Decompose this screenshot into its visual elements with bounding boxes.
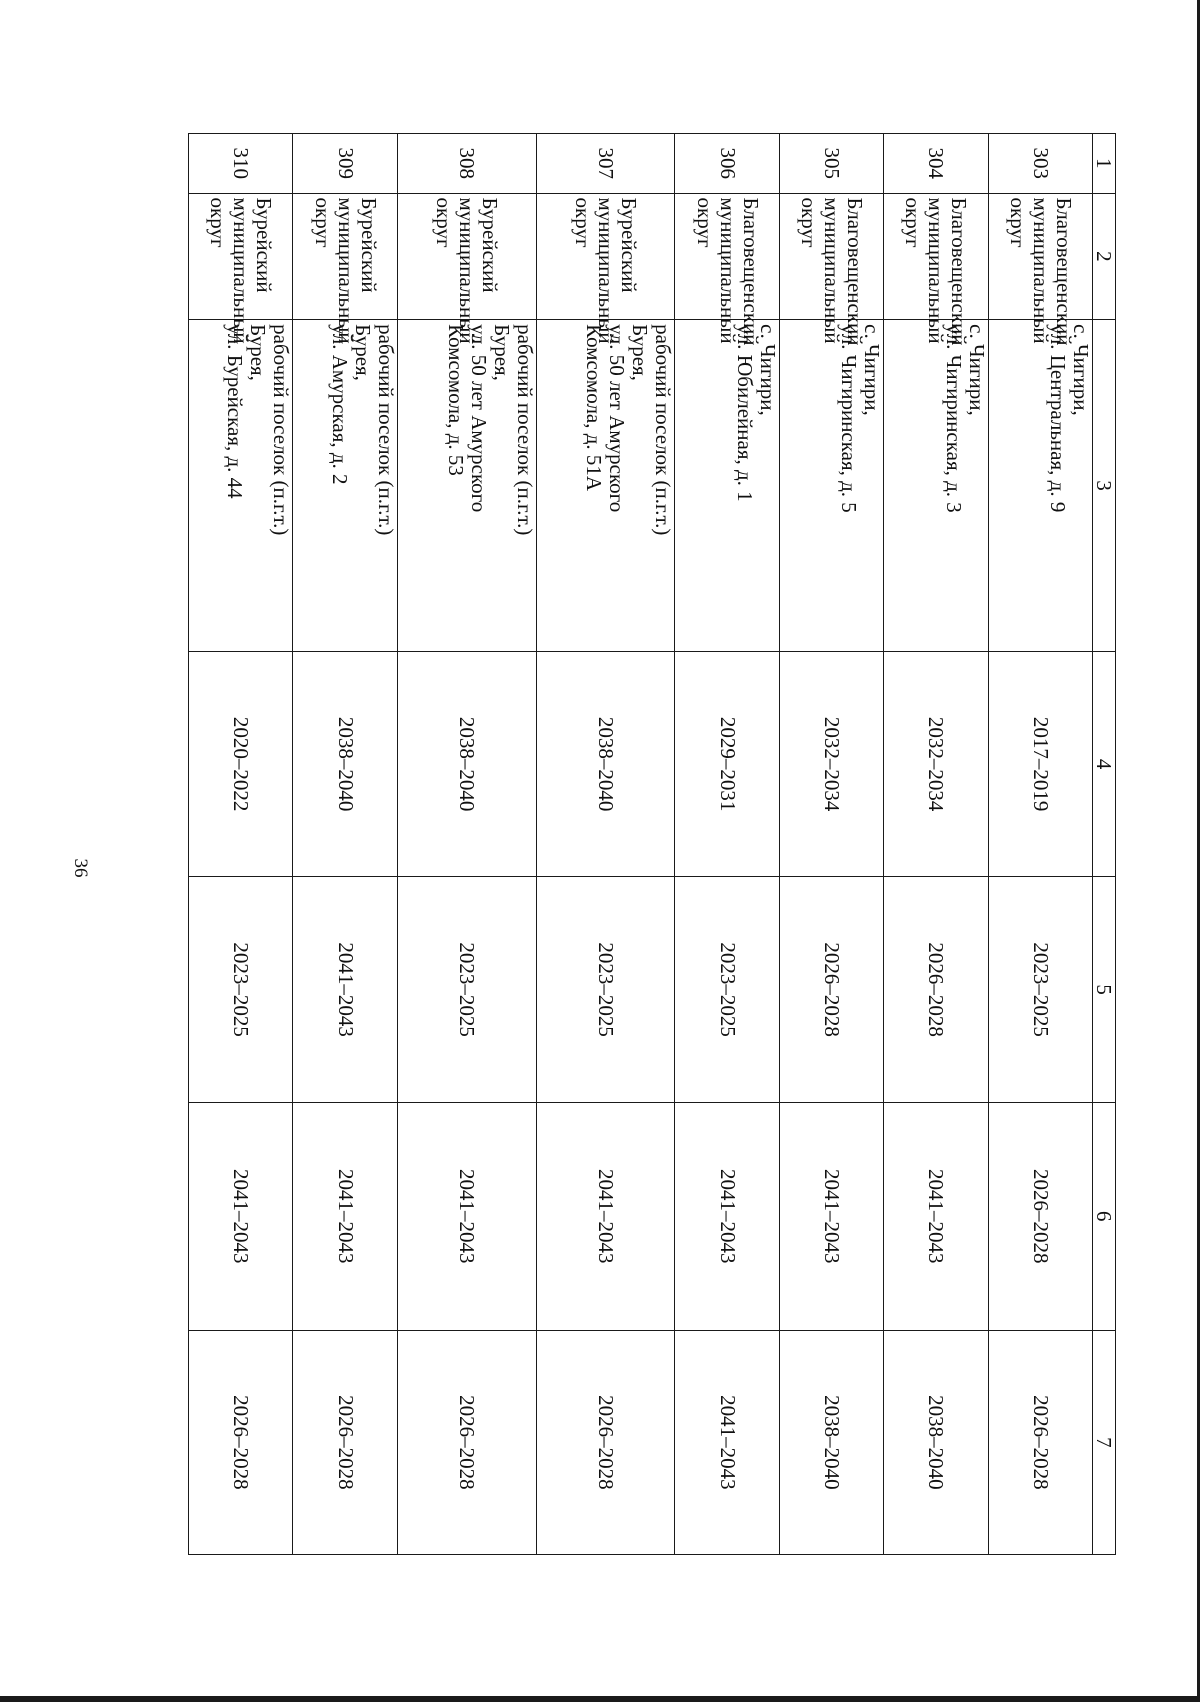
district-line: муниципальный bbox=[333, 197, 358, 344]
row-number-cell: 308 bbox=[397, 134, 536, 194]
district-cell bbox=[884, 193, 988, 346]
district-cell bbox=[536, 193, 675, 344]
address-cell bbox=[293, 320, 397, 652]
district-line: Бурейский bbox=[252, 197, 277, 293]
column-header: 2 bbox=[1093, 193, 1116, 320]
period-cell-c5: 2023–2025 bbox=[675, 877, 779, 1102]
period-cell-c7: 2038–2040 bbox=[779, 1330, 883, 1554]
column-header: 4 bbox=[1093, 651, 1116, 876]
district-line: округ bbox=[901, 197, 926, 248]
period-cell-c5: 2026–2028 bbox=[884, 877, 988, 1102]
period-cell-c7: 2026–2028 bbox=[293, 1330, 397, 1554]
address-line: рабочий поселок (п.г.т.) bbox=[651, 324, 676, 536]
address-line: с. Чигири, bbox=[1069, 324, 1093, 416]
address-line: рабочий поселок (п.г.т.) bbox=[373, 324, 398, 536]
address-line: Комсомола, д. 51А bbox=[582, 324, 607, 492]
address-line: Бурея, bbox=[628, 324, 653, 381]
district-line: округ bbox=[432, 197, 457, 248]
district-line: муниципальный bbox=[819, 197, 844, 344]
period-cell-c5: 2026–2028 bbox=[779, 877, 883, 1102]
district-line: Благовещенский bbox=[1051, 197, 1076, 346]
period-cell-c7: 2026–2028 bbox=[536, 1330, 675, 1554]
row-number-cell: 307 bbox=[536, 134, 675, 194]
address-line: ул. Чигиринская, д. 5 bbox=[837, 324, 862, 513]
district-cell bbox=[293, 193, 397, 344]
column-header: 1 bbox=[1093, 134, 1116, 194]
scan-edge-bottom bbox=[0, 1696, 1200, 1702]
table-row bbox=[779, 134, 883, 1555]
district-line: округ bbox=[796, 197, 821, 248]
district-line: округ bbox=[1005, 197, 1030, 248]
table-row bbox=[675, 134, 779, 1555]
period-cell-c5: 2023–2025 bbox=[536, 877, 675, 1102]
district-line: Благовещенский bbox=[738, 197, 763, 346]
district-line: Бурейский bbox=[478, 197, 503, 293]
period-cell-c4: 2032–2034 bbox=[884, 651, 988, 876]
header-row bbox=[1093, 134, 1116, 1555]
address-line: Бурея, bbox=[489, 324, 514, 381]
period-cell-c5: 2041–2043 bbox=[293, 877, 397, 1102]
district-line: муниципальный bbox=[1028, 197, 1053, 344]
address-cell bbox=[884, 320, 988, 652]
period-cell-c6: 2041–2043 bbox=[675, 1102, 779, 1330]
period-cell-c4: 2029–2031 bbox=[675, 651, 779, 876]
repair-schedule-table bbox=[188, 133, 1116, 1555]
row-number-cell: 306 bbox=[675, 134, 779, 194]
address-cell bbox=[988, 320, 1092, 652]
district-line: округ bbox=[206, 197, 231, 248]
district-line: муниципальный bbox=[593, 197, 618, 344]
period-cell-c7: 2026–2028 bbox=[189, 1330, 293, 1554]
period-cell-c4: 2038–2040 bbox=[293, 651, 397, 876]
column-header: 7 bbox=[1093, 1330, 1116, 1554]
period-cell-c4: 2020–2022 bbox=[189, 651, 293, 876]
period-cell-c7: 2038–2040 bbox=[884, 1330, 988, 1554]
period-cell-c4: 2032–2034 bbox=[779, 651, 883, 876]
page-number: 36 bbox=[70, 858, 91, 878]
address-cell bbox=[397, 320, 536, 652]
row-number-cell: 303 bbox=[988, 134, 1092, 194]
address-line: ул. Чигиринская, д. 3 bbox=[941, 324, 966, 513]
district-line: Благовещенский bbox=[947, 197, 972, 346]
period-cell-c5: 2023–2025 bbox=[189, 877, 293, 1102]
period-cell-c6: 2026–2028 bbox=[988, 1102, 1092, 1330]
district-line: Бурейский bbox=[356, 197, 381, 293]
district-line: муниципальный bbox=[924, 197, 949, 344]
period-cell-c4: 2038–2040 bbox=[397, 651, 536, 876]
table-row bbox=[397, 134, 536, 1555]
address-line: с. Чигири, bbox=[755, 324, 780, 416]
district-cell bbox=[779, 193, 883, 346]
address-line: Бурея, bbox=[246, 324, 271, 381]
period-cell-c6: 2041–2043 bbox=[536, 1102, 675, 1330]
address-line: рабочий поселок (п.г.т.) bbox=[512, 324, 537, 536]
period-cell-c7: 2041–2043 bbox=[675, 1330, 779, 1554]
district-line: округ bbox=[570, 197, 595, 248]
address-line: с. Чигири, bbox=[860, 324, 885, 416]
district-cell bbox=[988, 193, 1092, 346]
district-line: Бурейский bbox=[616, 197, 641, 293]
address-line: с. Чигири, bbox=[964, 324, 989, 416]
address-line: ул. Бурейская, д. 44 bbox=[223, 324, 248, 499]
period-cell-c7: 2026–2028 bbox=[988, 1330, 1092, 1554]
row-number-cell: 305 bbox=[779, 134, 883, 194]
period-cell-c5: 2023–2025 bbox=[988, 877, 1092, 1102]
district-line: округ bbox=[692, 197, 717, 248]
address-line: Комсомола, д. 53 bbox=[443, 324, 468, 476]
row-number-cell: 310 bbox=[189, 134, 293, 194]
period-cell-c5: 2023–2025 bbox=[397, 877, 536, 1102]
column-header: 6 bbox=[1093, 1102, 1116, 1330]
table-row bbox=[988, 134, 1092, 1555]
address-cell bbox=[536, 320, 675, 652]
district-cell bbox=[675, 193, 779, 346]
period-cell-c4: 2038–2040 bbox=[536, 651, 675, 876]
period-cell-c4: 2017–2019 bbox=[988, 651, 1092, 876]
address-line: ул. Амурская, д. 2 bbox=[327, 324, 352, 485]
period-cell-c7: 2026–2028 bbox=[397, 1330, 536, 1554]
address-cell bbox=[189, 320, 293, 652]
table-row bbox=[884, 134, 988, 1555]
address-cell bbox=[675, 320, 779, 652]
address-line: ул. 50 лет Амурского bbox=[466, 324, 491, 513]
address-line: ул. 50 лет Амурского bbox=[605, 324, 630, 513]
address-line: ул. Юбилейная, д. 1 bbox=[732, 324, 757, 502]
column-header: 5 bbox=[1093, 877, 1116, 1102]
period-cell-c6: 2041–2043 bbox=[884, 1102, 988, 1330]
district-cell bbox=[397, 193, 536, 344]
column-header: 3 bbox=[1093, 320, 1116, 652]
period-cell-c6: 2041–2043 bbox=[189, 1102, 293, 1330]
district-line: муниципальный bbox=[715, 197, 740, 344]
district-line: Благовещенский bbox=[842, 197, 867, 346]
address-line: рабочий поселок (п.г.т.) bbox=[269, 324, 294, 536]
table-row bbox=[189, 134, 293, 1555]
table-row bbox=[293, 134, 397, 1555]
address-line: ул. Центральная, д. 9 bbox=[1046, 324, 1070, 513]
period-cell-c6: 2041–2043 bbox=[397, 1102, 536, 1330]
row-number-cell: 304 bbox=[884, 134, 988, 194]
district-line: муниципальный bbox=[229, 197, 254, 344]
row-number-cell: 309 bbox=[293, 134, 397, 194]
period-cell-c6: 2041–2043 bbox=[779, 1102, 883, 1330]
table-row bbox=[536, 134, 675, 1555]
district-cell bbox=[189, 193, 293, 344]
district-line: округ bbox=[310, 197, 335, 248]
address-line: Бурея, bbox=[350, 324, 375, 381]
period-cell-c6: 2041–2043 bbox=[293, 1102, 397, 1330]
address-cell bbox=[779, 320, 883, 652]
district-line: муниципальный bbox=[455, 197, 480, 344]
table-rotated-container bbox=[188, 133, 1116, 1555]
